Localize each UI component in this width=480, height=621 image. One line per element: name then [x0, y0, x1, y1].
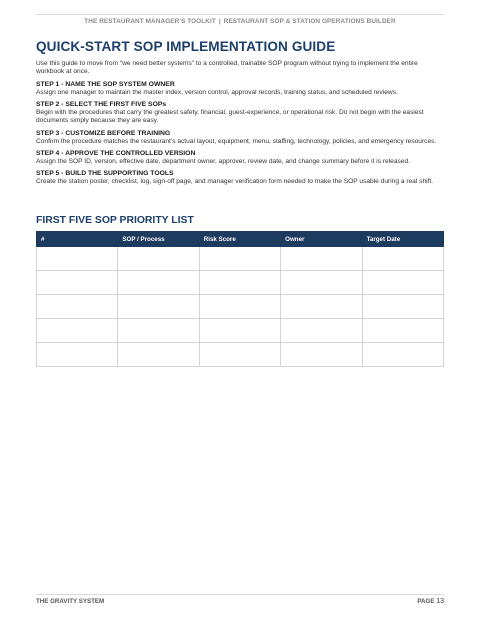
- table-cell[interactable]: [281, 319, 362, 343]
- table-cell[interactable]: [37, 343, 118, 367]
- table-cell[interactable]: [118, 343, 199, 367]
- step-title: STEP 3 - CUSTOMIZE BEFORE TRAINING: [36, 129, 171, 137]
- table-cell[interactable]: [37, 319, 118, 343]
- table-cell[interactable]: [199, 295, 280, 319]
- step-5: [36, 169, 440, 186]
- step-2: [36, 100, 440, 125]
- step-title: STEP 1 - NAME THE SOP SYSTEM OWNER: [36, 81, 175, 88]
- step-1: [36, 80, 440, 97]
- table-row: [37, 343, 444, 367]
- column-header-number: #: [37, 232, 118, 247]
- step-title: STEP 5 - BUILD THE SUPPORTING TOOLS: [36, 170, 174, 178]
- column-header-risk-score: Risk Score: [199, 232, 280, 247]
- footer-system-name: THE GRAVITY SYSTEM: [36, 598, 105, 605]
- step-3: [36, 129, 440, 146]
- priority-list-table: [36, 231, 444, 367]
- table-row: [37, 247, 444, 271]
- table-row: [37, 319, 444, 343]
- table-cell[interactable]: [118, 319, 199, 343]
- table-cell[interactable]: [37, 247, 118, 271]
- column-header-target-date: Target Date: [362, 232, 443, 247]
- header-toolkit-title: THE RESTAURANT MANAGER'S TOOLKIT: [84, 18, 216, 25]
- table-cell[interactable]: [281, 295, 362, 319]
- steps-list: [36, 80, 440, 189]
- step-text: Create the station poster, checklist, log, sign-off page, and manager verification form needed to make the SOP usable during a real shift.: [36, 178, 434, 186]
- table-cell[interactable]: [118, 247, 199, 271]
- header-section-title: RESTAURANT SOP & STATION OPERATIONS BUILDER: [223, 18, 396, 25]
- priority-list-title: FIRST FIVE SOP PRIORITY LIST: [36, 215, 194, 226]
- table-cell[interactable]: [199, 319, 280, 343]
- step-title: STEP 4 - APPROVE THE CONTROLLED VERSION: [36, 149, 196, 157]
- table-cell[interactable]: [281, 247, 362, 271]
- running-footer: [36, 594, 444, 605]
- table-cell[interactable]: [362, 319, 443, 343]
- step-text: Assign the SOP ID, version, effective date, department owner, approver, review date, and change summary before it is released.: [36, 157, 410, 165]
- step-text: Assign one manager to maintain the master index, version control, approval records, training status, and scheduled reviews.: [36, 89, 398, 96]
- table-cell[interactable]: [37, 295, 118, 319]
- table-cell[interactable]: [281, 343, 362, 367]
- page-number: 13: [436, 598, 444, 605]
- column-header-owner: Owner: [281, 232, 362, 247]
- page-title: QUICK-START SOP IMPLEMENTATION GUIDE: [36, 39, 336, 54]
- table-row: [37, 295, 444, 319]
- table-cell[interactable]: [118, 295, 199, 319]
- page-label: PAGE: [417, 598, 435, 605]
- table-cell[interactable]: [37, 271, 118, 295]
- step-4: [36, 149, 440, 166]
- table-cell[interactable]: [362, 343, 443, 367]
- step-title: STEP 2 - SELECT THE FIRST FIVE SOPs: [36, 101, 167, 109]
- step-text: Confirm the procedure matches the restaurant’s actual layout, equipment, menu, staffing, technology, policies, and emergency resources.: [36, 137, 437, 145]
- intro-paragraph: Use this guide to move from “we need better systems” to a controlled, trainable SOP program without trying to implement the entire workbook at once.: [36, 60, 418, 76]
- table-header-row: [37, 232, 444, 247]
- page-number-block: [417, 598, 444, 605]
- table-cell[interactable]: [281, 271, 362, 295]
- table-cell[interactable]: [118, 271, 199, 295]
- column-header-sop-process: SOP / Process: [118, 232, 199, 247]
- table-cell[interactable]: [199, 343, 280, 367]
- table-cell[interactable]: [362, 295, 443, 319]
- table-cell[interactable]: [362, 271, 443, 295]
- table-cell[interactable]: [362, 247, 443, 271]
- table-row: [37, 271, 444, 295]
- table-cell[interactable]: [199, 271, 280, 295]
- header-separator: |: [218, 18, 221, 25]
- table-cell[interactable]: [199, 247, 280, 271]
- step-text: Begin with the procedures that carry the greatest safety, financial, guest-experience, or operational risk. Do not begin with the easiest documents simply because they are easy.: [36, 109, 424, 125]
- running-header: [36, 14, 444, 25]
